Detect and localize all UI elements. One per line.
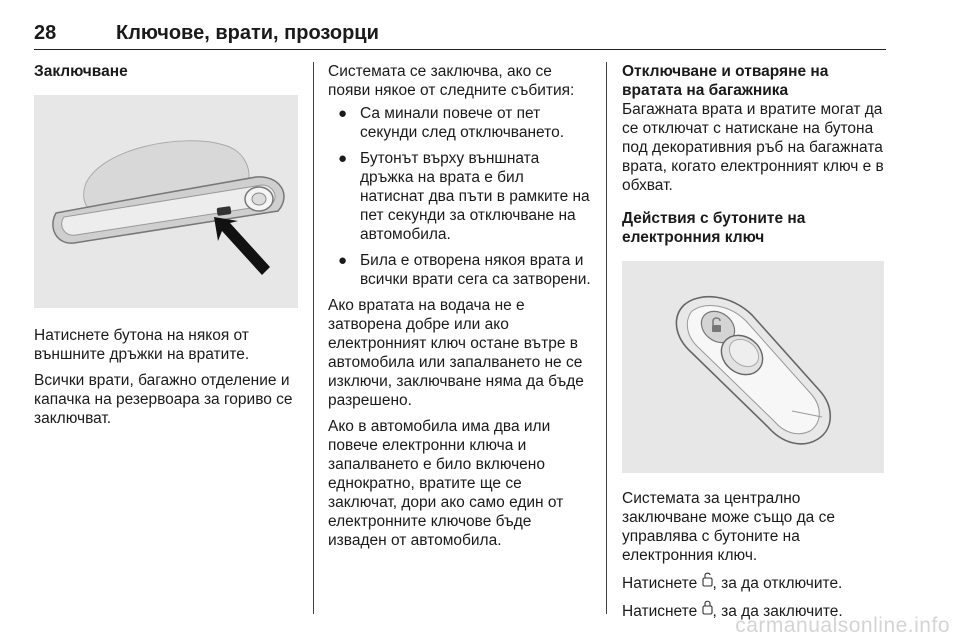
list-item [328, 251, 592, 289]
door-handle-illustration [34, 95, 298, 308]
column-divider [313, 62, 314, 614]
column-right [622, 62, 888, 628]
instruction-unlock: Натиснете , за да отключите. [622, 572, 888, 593]
unlock-icon [702, 572, 713, 593]
list-item-text: Бутонът върху външната дръжка на врата е бил натиснат два пъти в рамките на пет секунди за отключване на автомобила. [360, 150, 590, 243]
paragraph-central-locking: Системата за централно заключване може също да се управлява с бутоните на електронния ключ. [622, 490, 835, 564]
list-item [328, 149, 592, 244]
instruction-lock: Натиснете , за да заключите. [622, 600, 888, 621]
column-middle [328, 62, 592, 557]
list-item-text: Са минали повече от пет секунди след отключването. [360, 105, 565, 141]
bullet-icon: ● [338, 252, 348, 269]
page-number: 28 [34, 22, 57, 44]
column-divider [606, 62, 607, 614]
watermark-text: carmanualsonline.info [735, 614, 950, 637]
section-heading-locking: Заключване [34, 63, 128, 80]
electronic-key-illustration [622, 261, 884, 473]
conditions-list [328, 104, 592, 289]
paragraph-tailgate: Багажната врата и вратите могат да се отключат с натискане на бутона под декоративния ръб на багажната врата, когато електронният ключ е в обхват. [622, 101, 884, 194]
bullet-icon: ● [338, 150, 348, 167]
section-heading-tailgate: Отключване и отваряне на вратата на багажника [622, 63, 829, 99]
list-item [328, 104, 592, 142]
electronic-key-image [622, 261, 884, 473]
paragraph-two-keys: Ако в автомобила има два или повече електронни ключа и запалването е било включено еднократно, вратите ще се заключат, дори ако само един от електронните ключове бъде изваден от автомобила. [328, 418, 564, 549]
page-title: Ключове, врати, прозорци [116, 22, 379, 44]
door-handle-image [34, 95, 298, 308]
paragraph-driver-door: Ако вратата на водача не е затворена добре или ако електронният ключ остане вътре в автомобила или запалването не се изключи, заключване няма да бъде разрешено. [328, 297, 584, 409]
bullet-icon: ● [338, 105, 348, 122]
section-heading-key-buttons: Действия с бутоните на електронния ключ [622, 210, 806, 246]
list-item-text: Била е отворена някоя врата и всички врати сега са затворени. [360, 252, 591, 288]
intro-paragraph: Системата се заключва, ако се появи някое от следните събития: [328, 63, 575, 99]
page-header [34, 22, 886, 50]
lock-icon [702, 600, 713, 621]
column-left [34, 62, 300, 435]
caption-press-button: Натиснете бутона на някоя от външните дръжки на вратите. [34, 327, 250, 363]
caption-all-locked: Всички врати, багажно отделение и капачка на резервоара за гориво се заключват. [34, 372, 293, 427]
